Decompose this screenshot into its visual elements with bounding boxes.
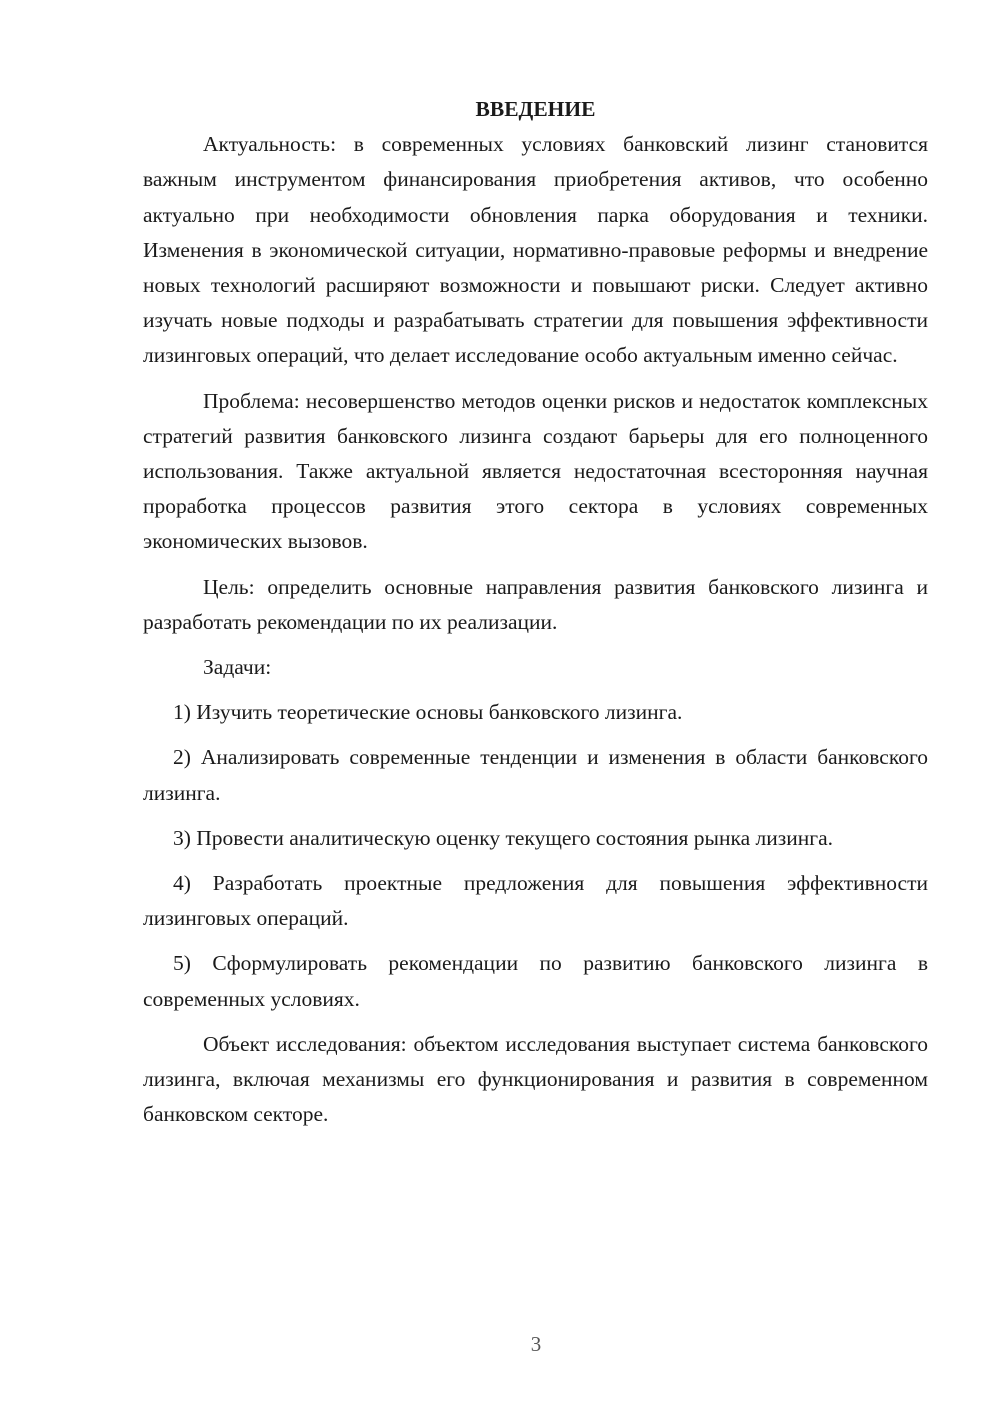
task-item-1: 1) Изучить теоретические основы банковского лизинга. bbox=[173, 700, 683, 725]
page-title: ВВЕДЕНИЕ bbox=[475, 97, 596, 121]
problem-paragraph: Проблема: несовершенство методов оценки рисков и недостаток комплексных стратегий развития банковского лизинга создают барьеры для его полноценного использования. Также актуальной является недостаточная всесторонняя научная проработка процессов развития этого сектора в условиях современных экономических вызовов. bbox=[143, 388, 928, 554]
page-content bbox=[143, 92, 928, 1142]
task-item-3: 3) Провести аналитическую оценку текущего состояния рынка лизинга. bbox=[173, 825, 834, 850]
tasks-heading: Задачи: bbox=[203, 655, 272, 680]
task-item-4: 4) Разработать проектные предложения для повышения эффективности лизинговых операций. bbox=[143, 871, 928, 931]
object-paragraph: Объект исследования: объектом исследования выступает система банковского лизинга, включая механизмы его функционирования и развития в современном банковском секторе. bbox=[143, 1031, 928, 1127]
page-number: 3 bbox=[530, 1332, 542, 1356]
goal-paragraph: Цель: определить основные направления развития банковского лизинга и разработать рекомендации по их реализации. bbox=[143, 574, 928, 634]
task-item-5: 5) Сформулировать рекомендации по развитию банковского лизинга в современных условиях. bbox=[143, 951, 928, 1011]
task-item-2: 2) Анализировать современные тенденции и изменения в области банковского лизинга. bbox=[143, 745, 928, 805]
relevance-paragraph: Актуальность: в современных условиях банковский лизинг становится важным инструментом финансирования приобретения активов, что особенно актуально при необходимости обновления парка оборудования и техники. Изменения в экономической ситуации, нормативно-правовые реформы и внедрение новых технологий расширяют возможности и повышают риски. Следует активно изучать новые подходы и разрабатывать стратегии для повышения эффективности лизинговых операций, что делает исследование особо актуальным именно сейчас. bbox=[143, 132, 928, 368]
